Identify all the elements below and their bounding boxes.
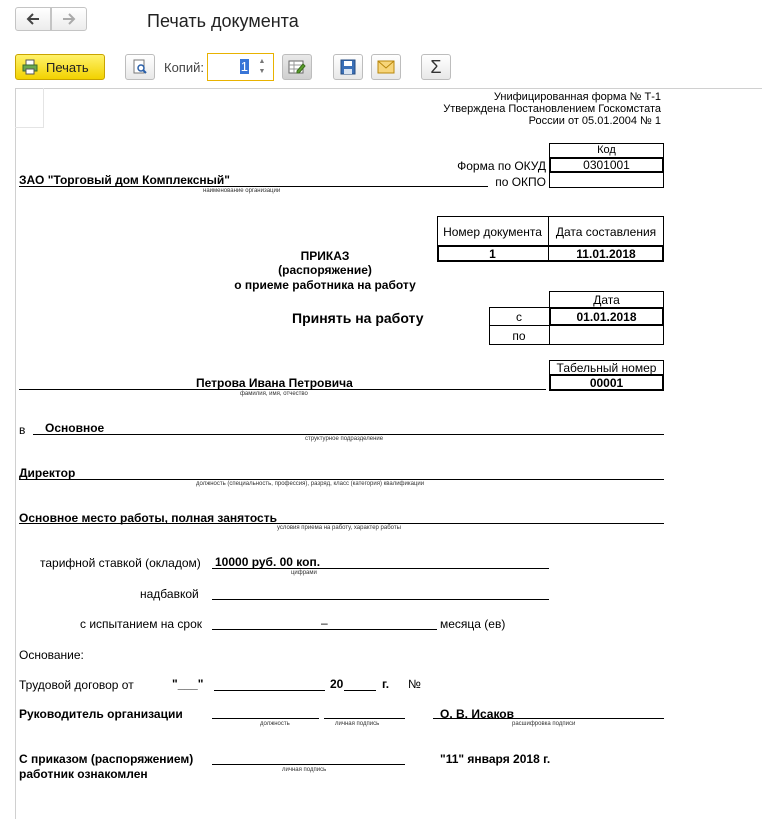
head-sign-caption: личная подпись xyxy=(335,721,380,727)
envelope-icon xyxy=(377,60,395,74)
date-header: Дата xyxy=(593,292,620,307)
send-email-button[interactable] xyxy=(371,54,401,80)
to-label: по xyxy=(512,328,526,343)
edit-table-icon xyxy=(288,59,306,75)
copies-label: Копий: xyxy=(164,60,204,75)
from-date-value: 01.01.2018 xyxy=(576,309,637,324)
probation-dash: – xyxy=(321,616,328,630)
sigma-icon: Σ xyxy=(430,56,442,77)
print-button-label: Печать xyxy=(46,59,89,75)
ack-sign-caption: личная подпись xyxy=(282,767,327,773)
salary-value: 10000 руб. 00 коп. xyxy=(215,555,321,569)
form-header-line2: Утверждена Постановлением Госкомстата xyxy=(443,103,661,115)
print-preview-icon xyxy=(132,59,148,75)
ack-date: "11" января 2018 г. xyxy=(440,752,551,766)
bonus-label: надбавкой xyxy=(140,587,199,601)
ack-label-line1: С приказом (распоряжением) xyxy=(19,752,194,766)
arrow-right-icon xyxy=(62,13,76,25)
conditions-value: Основное место работы, полная занятость xyxy=(19,511,277,525)
printer-icon xyxy=(22,59,38,75)
okud-value: 0301001 xyxy=(583,158,630,172)
form-header-line1: Унифицированная форма № Т-1 xyxy=(493,91,661,103)
to-date-value xyxy=(549,326,664,345)
ack-label-line2: работник ознакомлен xyxy=(19,767,148,781)
position-caption: должность (специальность, профессия), разряд, класс (категория) квалификации xyxy=(196,481,425,487)
employee-name: Петрова Ивана Петровича xyxy=(196,376,353,390)
doc-number-header: Номер документа xyxy=(443,224,542,239)
arrow-left-icon xyxy=(26,13,40,25)
doc-date-header: Дата составления xyxy=(555,224,657,239)
head-position-caption: должность xyxy=(260,721,290,727)
print-button[interactable] xyxy=(15,54,105,80)
probation-unit: месяца (ев) xyxy=(440,617,506,631)
salary-label: тарифной ставкой (окладом) xyxy=(40,556,201,570)
conditions-caption: условия приема на работу, характер работы xyxy=(277,525,401,531)
probation-label: с испытанием на срок xyxy=(80,617,203,631)
contract-year: 20 xyxy=(330,677,344,691)
okud-label: Форма по ОКУД xyxy=(457,159,546,173)
head-name-caption: расшифровка подписи xyxy=(512,721,576,727)
okpo-label: по ОКПО xyxy=(495,175,546,189)
hire-title: Принять на работу xyxy=(292,310,424,326)
contract-number-sign: № xyxy=(408,677,421,691)
preview-button[interactable] xyxy=(125,54,155,80)
window-title: Печать документа xyxy=(147,11,299,31)
head-name: О. В. Исаков xyxy=(440,707,515,721)
floppy-disk-icon xyxy=(340,59,356,75)
department-name: Основное xyxy=(45,421,105,435)
order-subtitle: (распоряжение) xyxy=(278,263,372,277)
tab-number-header: Табельный номер xyxy=(556,360,657,375)
okpo-value xyxy=(549,173,664,188)
copies-value: 1 xyxy=(240,59,248,74)
employee-caption: фамилия, имя, отчество xyxy=(240,391,308,397)
forward-button[interactable] xyxy=(51,7,87,31)
edit-toggle-button[interactable] xyxy=(282,54,312,80)
position-name: Директор xyxy=(19,466,76,480)
copies-input[interactable] xyxy=(207,53,274,81)
doc-number-value: 1 xyxy=(489,246,496,261)
basis-label: Основание: xyxy=(19,648,84,662)
in-label: в xyxy=(19,423,26,437)
sum-button[interactable] xyxy=(421,54,451,80)
tab-number-value: 00001 xyxy=(589,375,624,390)
from-label: с xyxy=(516,309,522,324)
sheet-corner xyxy=(15,88,44,128)
back-button[interactable] xyxy=(15,7,51,31)
head-label: Руководитель организации xyxy=(19,707,183,721)
form-header-line3: России от 05.01.2004 № 1 xyxy=(528,115,661,127)
organization-name: ЗАО "Торговый дом Комплексный" xyxy=(19,173,230,187)
contract-year-suffix: г. xyxy=(382,677,390,691)
contract-label: Трудовой договор от xyxy=(19,678,134,692)
contract-day: "___" xyxy=(172,677,204,691)
copies-stepper[interactable]: ▲ ▼ xyxy=(258,58,266,75)
doc-date-value: 11.01.2018 xyxy=(576,246,636,261)
department-caption: структурное подразделение xyxy=(305,436,384,442)
order-purpose: о приеме работника на работу xyxy=(234,278,416,292)
save-button[interactable] xyxy=(333,54,363,80)
salary-caption: цифрами xyxy=(291,570,317,576)
organization-caption: наименование организации xyxy=(203,188,281,194)
order-title: ПРИКАЗ xyxy=(300,249,350,263)
code-header: Код xyxy=(597,144,616,156)
